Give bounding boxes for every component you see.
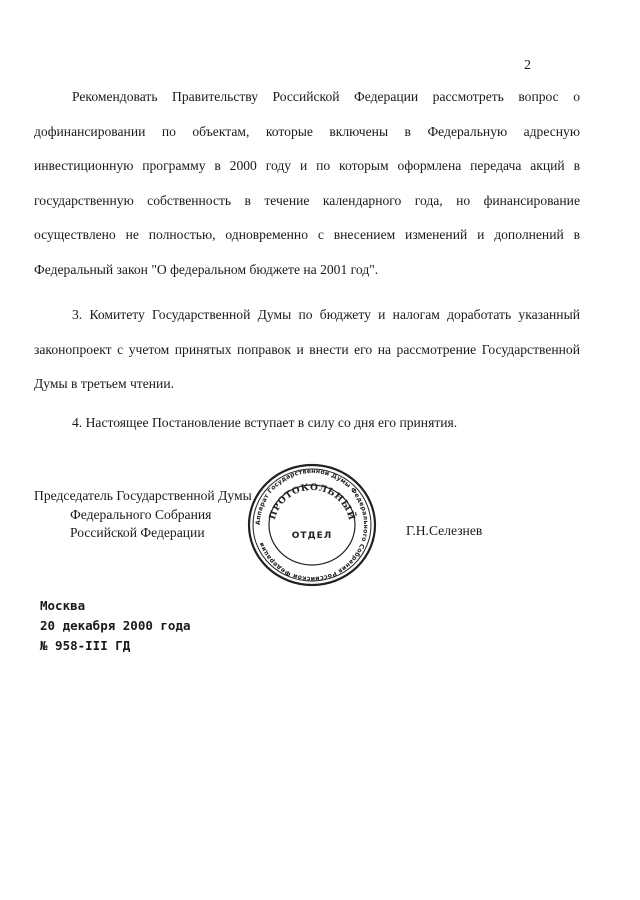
recommendation-paragraph: Рекомендовать Правительству Российской Федерации рассмотреть вопрос о дофинансировании по объектам, которые включены в Федеральную адресную инвестиционную программу в 2000 году и по которым оформлена передача акций в государственную собственность в течение календарного года, но финансирование осуществлено не полностью, одновременно с внесением изменений и дополнений в Федеральный закон "О федеральном бюджете на 2001 год". <box>34 89 580 277</box>
item-4-paragraph: 4. Настоящее Постановление вступает в силу со дня его принятия. <box>72 415 458 430</box>
signatory-title-line-2: Федерального Собрания <box>70 506 212 522</box>
stamp-inner-text: ПРОТОКОЛЬНЫЙ <box>267 482 357 522</box>
footer-date: 20 декабря 2000 года <box>40 618 191 633</box>
signatory-title-line-3: Российской Федерации <box>70 525 205 540</box>
item-3-paragraph: 3. Комитету Государственной Думы по бюджету и налогам доработать указанный законопроект с учетом принятых поправок и внести его на рассмотрение Государственной Думы в третьем чтении. <box>34 307 580 391</box>
stamp-center-text: ОТДЕЛ <box>291 531 333 541</box>
official-seal-stamp <box>246 462 378 588</box>
footer-city: Москва <box>40 598 86 613</box>
signatory-title <box>34 487 252 543</box>
stamp-outer-text: Аппарат Государственной Думы Федерального Собрания Российской Федерации <box>254 467 370 583</box>
signatory-title-line-1: Председатель Государственной Думы <box>34 488 252 503</box>
document-footer <box>40 596 191 656</box>
signatory-name: Г.Н.Селезнев <box>406 523 483 538</box>
page-number: 2 <box>524 58 531 73</box>
footer-document-number: № 958-III ГД <box>40 638 131 653</box>
svg-text:ПРОТОКОЛЬНЫЙ <box>268 483 359 522</box>
